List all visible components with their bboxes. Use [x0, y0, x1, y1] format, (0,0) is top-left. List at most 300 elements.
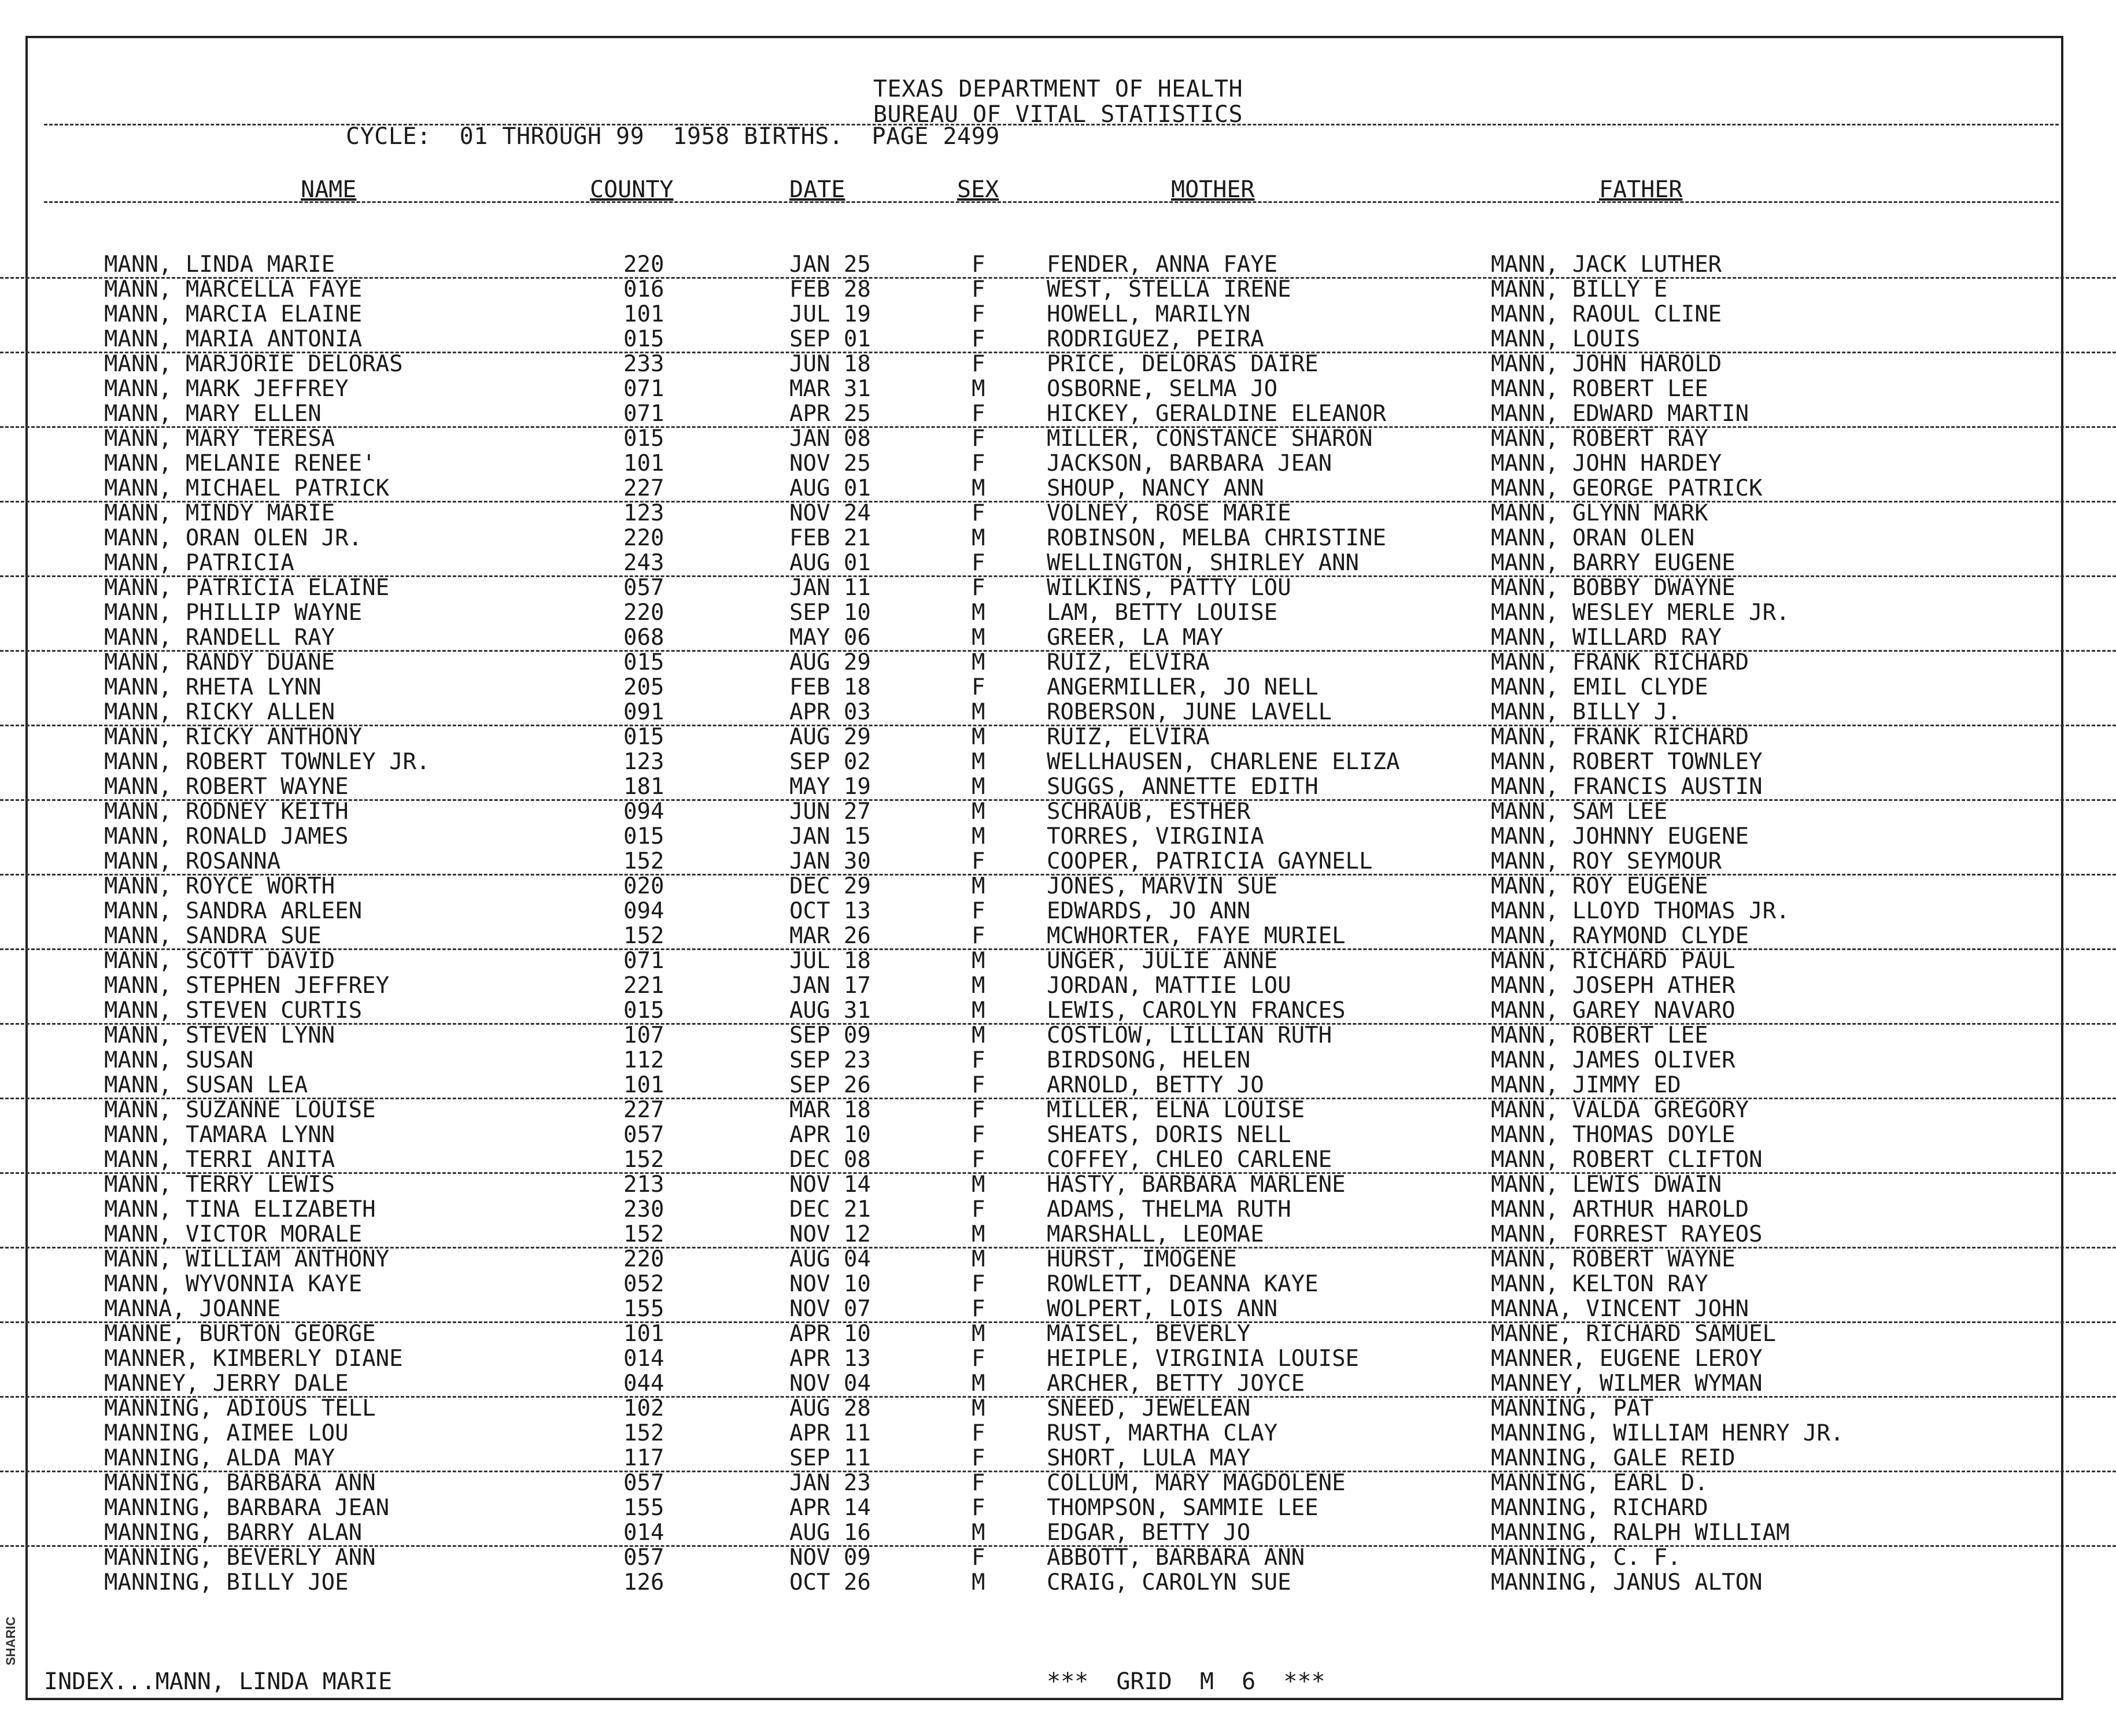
cell-county: 071 [623, 948, 664, 974]
cell-date: SEP 11 [789, 1445, 871, 1471]
table-row [0, 849, 2116, 876]
cell-date: JUL 19 [789, 301, 871, 327]
cell-name: MANN, WYVONNIA KAYE [104, 1271, 363, 1297]
cell-father: MANN, JOHNNY EUGENE [1491, 823, 1749, 849]
cell-date: JAN 17 [789, 973, 871, 999]
cell-father: MANN, FRANK RICHARD [1491, 724, 1749, 750]
table-row [0, 600, 2116, 625]
cell-date: MAR 18 [789, 1097, 871, 1123]
cell-father: MANN, FRANK RICHARD [1491, 649, 1749, 675]
cell-sex: M [972, 376, 985, 402]
cell-sex: M [972, 1321, 985, 1347]
cell-mother: EDWARDS, JO ANN [1047, 898, 1251, 924]
table-row [0, 1421, 2116, 1446]
cell-name: MANNING, ADIOUS TELL [104, 1395, 376, 1421]
cell-sex: M [972, 799, 985, 825]
cell-sex: F [972, 1196, 985, 1222]
cell-sex: F [972, 351, 985, 377]
cell-date: MAY 06 [789, 625, 871, 651]
cell-county: 015 [623, 326, 664, 352]
table-row [0, 1371, 2116, 1398]
cell-name: MANN, SCOTT DAVID [104, 948, 335, 974]
table-row [0, 1321, 2116, 1346]
cell-county: 071 [623, 401, 664, 427]
column-header-sex: SEX [957, 176, 999, 203]
table-row [0, 824, 2116, 849]
table-row [0, 302, 2116, 327]
cell-father: MANN, ROBERT LEE [1491, 1022, 1708, 1048]
cell-sex: M [972, 1246, 985, 1272]
cell-county: 233 [623, 351, 664, 377]
cell-father: MANN, BOBBY DWAYNE [1491, 575, 1735, 601]
cell-name: MANN, TAMARA LYNN [104, 1122, 335, 1148]
cell-sex: M [972, 600, 985, 626]
cell-date: AUG 01 [789, 550, 871, 576]
table-row [0, 799, 2116, 824]
cell-name: MANN, RICKY ALLEN [104, 699, 335, 725]
cell-mother: GREER, LA MAY [1047, 625, 1224, 651]
cell-name: MANN, RANDELL RAY [104, 625, 335, 651]
cell-mother: ROBINSON, MELBA CHRISTINE [1047, 525, 1386, 551]
cell-county: 220 [623, 525, 664, 551]
cell-father: MANN, ROY EUGENE [1491, 873, 1708, 899]
cell-father: MANN, JACK LUTHER [1491, 252, 1722, 278]
cell-name: MANN, RODNEY KEITH [104, 799, 349, 825]
cell-county: 152 [623, 1420, 664, 1446]
cell-sex: M [972, 1371, 985, 1397]
cell-sex: M [972, 1022, 985, 1048]
cell-county: 068 [623, 625, 664, 651]
cell-name: MANN, SUSAN [104, 1047, 254, 1073]
cell-mother: LAM, BETTY LOUISE [1047, 600, 1278, 626]
cell-name: MANN, PATRICIA ELAINE [104, 575, 390, 601]
cell-name: MANN, MELANIE RENEE' [104, 450, 376, 477]
cell-sex: F [972, 500, 985, 526]
cell-county: 123 [623, 749, 664, 775]
cell-name: MANN, RICKY ANTHONY [104, 724, 363, 750]
cell-sex: F [972, 1147, 985, 1173]
cell-county: 014 [623, 1346, 664, 1372]
cell-name: MANN, ORAN OLEN JR. [104, 525, 363, 551]
cell-father: MANN, EDWARD MARTIN [1491, 401, 1749, 427]
cell-sex: M [972, 973, 985, 999]
cell-county: 020 [623, 873, 664, 899]
cell-county: 057 [623, 1470, 664, 1496]
cell-date: NOV 04 [789, 1371, 871, 1397]
table-row [0, 998, 2116, 1025]
cell-name: MANN, RONALD JAMES [104, 823, 349, 849]
cell-father: MANNING, RALPH WILLIAM [1491, 1520, 1790, 1546]
cell-county: 152 [623, 1221, 664, 1247]
cell-mother: ROBERSON, JUNE LAVELL [1047, 699, 1332, 725]
cell-date: JUN 18 [789, 351, 871, 377]
cell-name: MANNING, BILLY JOE [104, 1569, 349, 1595]
cell-name: MANN, SANDRA ARLEEN [104, 898, 363, 924]
cell-father: MANN, ROBERT TOWNLEY [1491, 749, 1763, 775]
table-row [0, 1147, 2116, 1174]
cell-date: FEB 21 [789, 525, 871, 551]
cell-mother: RUST, MARTHA CLAY [1047, 1420, 1278, 1446]
cell-date: NOV 12 [789, 1221, 871, 1247]
cell-mother: HASTY, BARBARA MARLENE [1047, 1172, 1346, 1198]
cell-county: 015 [623, 649, 664, 675]
cell-date: OCT 26 [789, 1569, 871, 1595]
table-row [0, 526, 2116, 551]
table-row [0, 501, 2116, 526]
table-row [0, 1520, 2116, 1547]
cell-sex: F [972, 401, 985, 427]
table-row [0, 924, 2116, 950]
cell-county: 117 [623, 1445, 664, 1471]
table-row [0, 725, 2116, 749]
cell-county: 227 [623, 1097, 664, 1123]
cell-date: AUG 04 [789, 1246, 871, 1272]
cell-father: MANN, JIMMY ED [1491, 1072, 1681, 1098]
cell-date: NOV 10 [789, 1271, 871, 1297]
cell-sex: M [972, 1172, 985, 1198]
cell-name: MANNING, BEVERLY ANN [104, 1545, 376, 1571]
cell-sex: M [972, 699, 985, 725]
cell-sex: F [972, 1072, 985, 1098]
table-row [0, 252, 2116, 279]
cell-father: MANNER, EUGENE LEROY [1491, 1346, 1763, 1372]
cell-date: DEC 21 [789, 1196, 871, 1222]
cell-father: MANN, GEORGE PATRICK [1491, 475, 1763, 501]
cell-mother: SCHRAUB, ESTHER [1047, 799, 1251, 825]
cell-father: MANNEY, WILMER WYMAN [1491, 1371, 1763, 1397]
cell-father: MANN, RICHARD PAUL [1491, 948, 1735, 974]
cell-date: JUL 18 [789, 948, 871, 974]
table-row [0, 973, 2116, 998]
cell-date: NOV 25 [789, 450, 871, 477]
cell-sex: M [972, 873, 985, 899]
cell-name: MANN, ROBERT TOWNLEY JR. [104, 749, 430, 775]
cell-county: 094 [623, 898, 664, 924]
table-row [0, 1098, 2116, 1122]
cell-name: MANNING, BARRY ALAN [104, 1520, 363, 1546]
cell-name: MANN, MARK JEFFREY [104, 376, 349, 402]
table-row [0, 1495, 2116, 1520]
cell-date: JAN 11 [789, 575, 871, 601]
cell-sex: F [972, 1470, 985, 1496]
table-row [0, 1570, 2116, 1595]
cell-name: MANN, MARCIA ELAINE [104, 301, 363, 327]
cell-date: FEB 28 [789, 276, 871, 302]
cell-name: MANN, MARCELLA FAYE [104, 276, 363, 302]
cell-county: 155 [623, 1296, 664, 1322]
cell-sex: F [972, 898, 985, 924]
cell-father: MANN, JAMES OLIVER [1491, 1047, 1735, 1073]
cell-date: OCT 13 [789, 898, 871, 924]
cell-sex: M [972, 1569, 985, 1595]
cell-date: APR 03 [789, 699, 871, 725]
cell-sex: F [972, 1271, 985, 1297]
cell-mother: MILLER, CONSTANCE SHARON [1047, 426, 1373, 452]
cell-name: MANN, SUSAN LEA [104, 1072, 308, 1098]
cell-sex: F [972, 575, 985, 601]
cell-sex: M [972, 625, 985, 651]
cell-county: 071 [623, 376, 664, 402]
cell-mother: ARCHER, BETTY JOYCE [1047, 1371, 1305, 1397]
cell-mother: ABBOTT, BARBARA ANN [1047, 1545, 1305, 1571]
cell-father: MANN, GLYNN MARK [1491, 500, 1708, 526]
cell-date: JUN 27 [789, 799, 871, 825]
cell-father: MANN, FRANCIS AUSTIN [1491, 774, 1763, 800]
cell-sex: F [972, 426, 985, 452]
cell-sex: F [972, 848, 985, 874]
cell-mother: LEWIS, CAROLYN FRANCES [1047, 998, 1346, 1024]
column-header-date: DATE [789, 176, 845, 203]
cell-father: MANN, ROBERT WAYNE [1491, 1246, 1735, 1272]
cell-mother: WEST, STELLA IRENE [1047, 276, 1291, 302]
table-row [0, 1545, 2116, 1570]
cell-county: 220 [623, 600, 664, 626]
cell-date: AUG 16 [789, 1520, 871, 1546]
cell-county: 094 [623, 799, 664, 825]
cell-father: MANN, JOHN HARDEY [1491, 450, 1722, 477]
table-row [0, 1471, 2116, 1495]
cell-sex: F [972, 252, 985, 278]
cell-sex: F [972, 550, 985, 576]
cell-father: MANN, ROBERT RAY [1491, 426, 1708, 452]
cell-sex: F [972, 1296, 985, 1322]
cell-mother: EDGAR, BETTY JO [1047, 1520, 1251, 1546]
table-row [0, 376, 2116, 401]
cell-father: MANN, BILLY E [1491, 276, 1668, 302]
cell-mother: FENDER, ANNA FAYE [1047, 252, 1278, 278]
cell-date: JAN 08 [789, 426, 871, 452]
column-header-county: COUNTY [590, 176, 674, 203]
cell-father: MANNE, RICHARD SAMUEL [1491, 1321, 1777, 1347]
cell-date: MAR 31 [789, 376, 871, 402]
cell-county: 052 [623, 1271, 664, 1297]
cell-date: JAN 30 [789, 848, 871, 874]
cell-father: MANN, ARTHUR HAROLD [1491, 1196, 1749, 1222]
cell-county: 057 [623, 1545, 664, 1571]
table-row [0, 1396, 2116, 1421]
cell-county: 091 [623, 699, 664, 725]
cell-sex: M [972, 774, 985, 800]
cell-county: 015 [623, 724, 664, 750]
cell-mother: COFFEY, CHLEO CARLENE [1047, 1147, 1332, 1173]
cell-father: MANN, KELTON RAY [1491, 1271, 1708, 1297]
cell-county: 126 [623, 1569, 664, 1595]
cell-county: 205 [623, 674, 664, 700]
cell-name: MANN, ROBERT WAYNE [104, 774, 349, 800]
cell-name: MANN, TERRY LEWIS [104, 1172, 335, 1198]
table-row [0, 1446, 2116, 1472]
column-header-name: NAME [301, 176, 357, 203]
cell-name: MANNA, JOANNE [104, 1296, 281, 1322]
cell-sex: F [972, 1445, 985, 1471]
cell-date: MAR 26 [789, 923, 871, 949]
table-row [0, 675, 2116, 700]
cell-date: APR 25 [789, 401, 871, 427]
cell-father: MANN, JOHN HAROLD [1491, 351, 1722, 377]
cell-mother: OSBORNE, SELMA JO [1047, 376, 1278, 402]
cell-county: 102 [623, 1395, 664, 1421]
cell-mother: SHORT, LULA MAY [1047, 1445, 1251, 1471]
cell-county: 220 [623, 252, 664, 278]
cell-date: SEP 02 [789, 749, 871, 775]
cell-date: AUG 29 [789, 649, 871, 675]
cell-date: DEC 08 [789, 1147, 871, 1173]
cell-sex: M [972, 1395, 985, 1421]
cell-name: MANN, ROYCE WORTH [104, 873, 335, 899]
table-row [0, 352, 2116, 376]
footer-index: INDEX...MANN, LINDA MARIE [44, 1668, 393, 1695]
cell-county: 057 [623, 1122, 664, 1148]
cell-county: 181 [623, 774, 664, 800]
cell-county: 101 [623, 1072, 664, 1098]
table-row [0, 700, 2116, 726]
cell-sex: F [972, 301, 985, 327]
cell-name: MANN, PHILLIP WAYNE [104, 600, 363, 626]
cell-date: FEB 18 [789, 674, 871, 700]
cell-sex: F [972, 674, 985, 700]
cell-county: 016 [623, 276, 664, 302]
table-row [0, 1122, 2116, 1147]
table-row [0, 327, 2116, 353]
cell-father: MANN, VALDA GREGORY [1491, 1097, 1749, 1123]
cell-date: AUG 31 [789, 998, 871, 1024]
cell-father: MANNING, EARL D. [1491, 1470, 1708, 1496]
table-row [0, 1048, 2116, 1073]
cell-father: MANNING, WILLIAM HENRY JR. [1491, 1420, 1844, 1446]
table-row [0, 575, 2116, 600]
cell-name: MANN, SUZANNE LOUISE [104, 1097, 376, 1123]
cell-date: AUG 29 [789, 724, 871, 750]
cell-mother: THOMPSON, SAMMIE LEE [1047, 1495, 1319, 1521]
cell-name: MANN, RHETA LYNN [104, 674, 322, 700]
table-row [0, 1172, 2116, 1197]
cell-name: MANNING, AIMEE LOU [104, 1420, 349, 1446]
cell-county: 123 [623, 500, 664, 526]
cell-sex: F [972, 1097, 985, 1123]
cell-father: MANN, LOUIS [1491, 326, 1641, 352]
cell-sex: M [972, 475, 985, 501]
header-department: TEXAS DEPARTMENT OF HEALTH [873, 76, 1243, 102]
cell-name: MANN, PATRICIA [104, 550, 294, 576]
cell-sex: M [972, 948, 985, 974]
cell-sex: F [972, 1122, 985, 1148]
cell-name: MANN, TINA ELIZABETH [104, 1196, 376, 1222]
cell-county: 044 [623, 1371, 664, 1397]
cell-mother: ARNOLD, BETTY JO [1047, 1072, 1264, 1098]
cell-county: 155 [623, 1495, 664, 1521]
cell-mother: COSTLOW, LILLIAN RUTH [1047, 1022, 1332, 1048]
cell-father: MANNING, RICHARD [1491, 1495, 1708, 1521]
cell-date: AUG 28 [789, 1395, 871, 1421]
cell-father: MANN, EMIL CLYDE [1491, 674, 1708, 700]
cell-sex: F [972, 923, 985, 949]
table-row [0, 426, 2116, 451]
cell-date: APR 13 [789, 1346, 871, 1372]
cell-father: MANN, ROBERT CLIFTON [1491, 1147, 1763, 1173]
cell-father: MANNING, C. F. [1491, 1545, 1681, 1571]
cell-county: 015 [623, 823, 664, 849]
cell-name: MANN, MARJORIE DELORAS [104, 351, 403, 377]
table-row [0, 749, 2116, 774]
cell-date: APR 14 [789, 1495, 871, 1521]
cell-county: 243 [623, 550, 664, 576]
cell-date: JAN 15 [789, 823, 871, 849]
cell-name: MANN, MARIA ANTONIA [104, 326, 363, 352]
cell-father: MANN, LLOYD THOMAS JR. [1491, 898, 1790, 924]
cell-sex: F [972, 1545, 985, 1571]
cell-mother: PRICE, DELORAS DAIRE [1047, 351, 1319, 377]
cell-county: 015 [623, 998, 664, 1024]
cell-name: MANN, RANDY DUANE [104, 649, 335, 675]
cell-sex: F [972, 1420, 985, 1446]
cell-mother: RODRIGUEZ, PEIRA [1047, 326, 1264, 352]
cell-sex: F [972, 1346, 985, 1372]
cell-name: MANN, WILLIAM ANTHONY [104, 1246, 390, 1272]
cell-date: NOV 07 [789, 1296, 871, 1322]
table-row [0, 1272, 2116, 1297]
column-header-father: FATHER [1599, 176, 1683, 203]
cell-father: MANN, SAM LEE [1491, 799, 1668, 825]
cell-father: MANNING, PAT [1491, 1395, 1654, 1421]
cell-mother: ROWLETT, DEANNA KAYE [1047, 1271, 1319, 1297]
cell-name: MANNE, BURTON GEORGE [104, 1321, 376, 1347]
cell-county: 220 [623, 1246, 664, 1272]
cell-date: APR 11 [789, 1420, 871, 1446]
cell-father: MANN, FORREST RAYEOS [1491, 1221, 1763, 1247]
cell-name: MANNER, KIMBERLY DIANE [104, 1346, 403, 1372]
cell-sex: M [972, 525, 985, 551]
cell-father: MANN, WILLARD RAY [1491, 625, 1722, 651]
cell-name: MANN, ROSANNA [104, 848, 281, 874]
cell-father: MANN, BILLY J. [1491, 699, 1681, 725]
cell-name: MANNEY, JERRY DALE [104, 1371, 349, 1397]
cell-name: MANNING, BARBARA ANN [104, 1470, 376, 1496]
cell-mother: HURST, IMOGENE [1047, 1246, 1237, 1272]
cell-mother: RUIZ, ELVIRA [1047, 649, 1210, 675]
table-row [0, 401, 2116, 428]
cell-date: APR 10 [789, 1321, 871, 1347]
cell-county: 101 [623, 301, 664, 327]
cell-father: MANNING, GALE REID [1491, 1445, 1735, 1471]
cell-county: 014 [623, 1520, 664, 1546]
cell-name: MANN, VICTOR MORALE [104, 1221, 363, 1247]
cell-date: DEC 29 [789, 873, 871, 899]
cell-mother: JONES, MARVIN SUE [1047, 873, 1278, 899]
cell-date: SEP 23 [789, 1047, 871, 1073]
cell-father: MANN, WESLEY MERLE JR. [1491, 600, 1790, 626]
cell-name: MANNING, BARBARA JEAN [104, 1495, 390, 1521]
cell-name: MANN, STEVEN CURTIS [104, 998, 363, 1024]
table-row [0, 551, 2116, 577]
cell-mother: SNEED, JEWELEAN [1047, 1395, 1251, 1421]
cell-father: MANN, THOMAS DOYLE [1491, 1122, 1735, 1148]
cell-mother: VOLNEY, ROSE MARIE [1047, 500, 1291, 526]
cell-father: MANN, RAYMOND CLYDE [1491, 923, 1749, 949]
cell-sex: F [972, 1495, 985, 1521]
cell-name: MANN, STEPHEN JEFFREY [104, 973, 390, 999]
cell-date: SEP 09 [789, 1022, 871, 1048]
cell-date: MAY 19 [789, 774, 871, 800]
cell-name: MANN, SANDRA SUE [104, 923, 322, 949]
cell-county: 221 [623, 973, 664, 999]
cell-county: 107 [623, 1022, 664, 1048]
cell-mother: SUGGS, ANNETTE EDITH [1047, 774, 1319, 800]
cell-date: NOV 09 [789, 1545, 871, 1571]
cell-sex: M [972, 1520, 985, 1546]
cell-date: JAN 23 [789, 1470, 871, 1496]
cell-mother: HOWELL, MARILYN [1047, 301, 1251, 327]
table-row [0, 650, 2116, 675]
